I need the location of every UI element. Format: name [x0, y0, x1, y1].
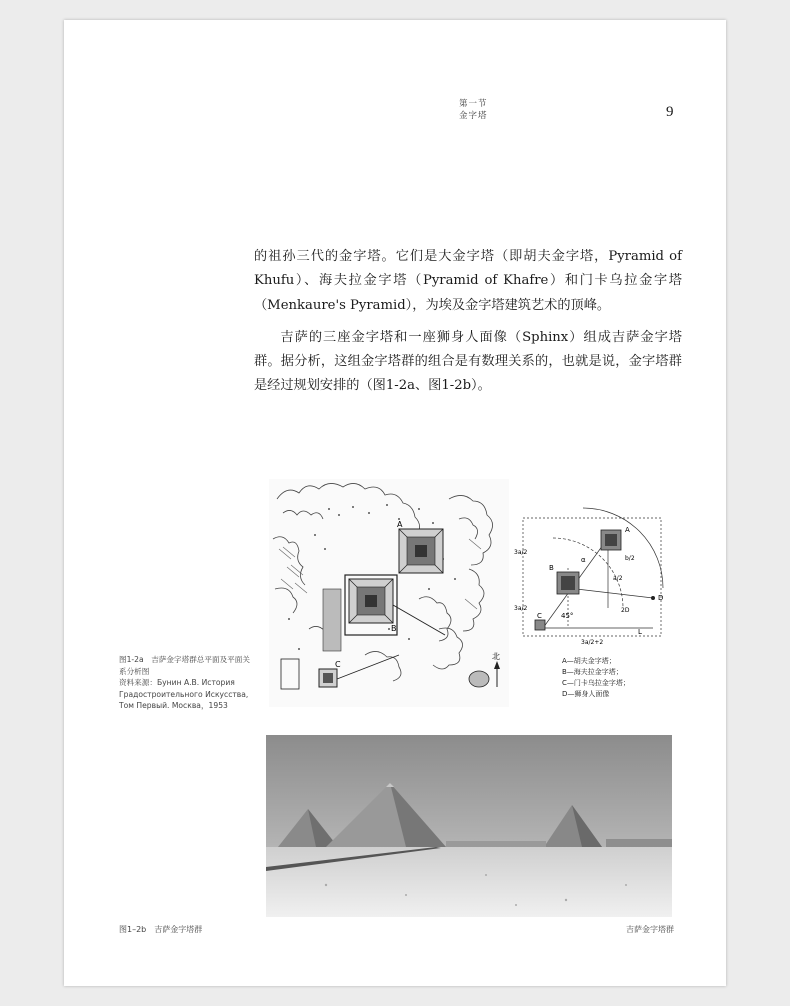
chapter-title: 金字塔	[459, 111, 488, 121]
site-label-c: C	[335, 660, 341, 669]
figure-a-caption	[119, 654, 254, 712]
diag-label-angle: 45°	[561, 612, 574, 620]
figure-a-source	[119, 677, 254, 712]
body-text	[254, 245, 682, 399]
document-page	[64, 20, 726, 986]
diag-label-c: C	[537, 612, 542, 620]
legend-item: A—胡夫金字塔；	[562, 657, 616, 665]
pyramids-photo-svg	[266, 735, 672, 917]
paragraph-1: 的祖孙三代的金字塔。它们是大金字塔（即胡夫金字塔，Pyramid of Khufu）、海夫拉金字塔（Pyramid of Khafre）和门卡乌拉金字塔（Menkaure's Pyramid），为埃及金字塔建筑艺术的顶峰。	[254, 249, 682, 313]
diag-label-d: D	[658, 594, 664, 602]
site-label-b: B	[391, 624, 397, 633]
north-label: 北	[492, 652, 500, 661]
analysis-diagram-svg	[513, 498, 673, 648]
diag-dim-half-a: a/2	[613, 575, 623, 582]
analysis-diagram	[513, 498, 673, 648]
diag-dim-side: 3a/2	[514, 549, 528, 556]
figure-a-title: 图1-2a 吉萨金字塔群总平面及平面关系分析图	[119, 655, 250, 676]
diag-dim-side-2: 3a/2	[514, 605, 528, 612]
pyramid-a-plan	[399, 529, 443, 573]
running-head	[459, 98, 488, 122]
legend-item: C—门卡乌拉金字塔；	[562, 679, 630, 687]
figure-legend	[562, 656, 630, 700]
diag-label-2d: 2D	[621, 607, 630, 614]
diag-label-a: A	[625, 526, 630, 534]
legend-item: D—狮身人面像	[562, 690, 610, 698]
diag-dim-half-b: b/2	[625, 555, 635, 562]
figure-b-caption: 图1–2b 吉萨金字塔群	[119, 925, 203, 934]
diag-dim-bottom: 3a/2+2	[581, 639, 604, 646]
pyramid-b-plan	[349, 579, 393, 623]
site-label-a: A	[397, 520, 403, 529]
north-arrow	[494, 661, 500, 687]
paragraph-2: 吉萨的三座金字塔和一座狮身人面像（Sphinx）组成吉萨金字塔群。据分析，这组金字塔群的组合是有数理关系的，也就是说，金字塔群是经过规划安排的（图1-2a、图1-2b）。	[254, 329, 682, 394]
source-label: 资料来源：	[119, 678, 157, 687]
page-number: 9	[666, 104, 674, 120]
diag-label-l: L	[638, 628, 642, 636]
pyramids-photo	[266, 735, 672, 917]
site-plan-svg	[269, 479, 509, 707]
pyramid-c-plan	[319, 669, 337, 687]
diag-label-b: B	[549, 564, 554, 572]
diag-label-alpha: α	[581, 556, 586, 564]
photo-title: 吉萨金字塔群	[626, 925, 674, 934]
site-plan-drawing	[269, 479, 509, 707]
legend-item: B—海夫拉金字塔；	[562, 668, 623, 676]
section-label: 第一节	[459, 99, 488, 109]
source-text: Бунин А.В. История Градостроительного Искусства, Том Первый. Москва，1953	[119, 678, 249, 710]
